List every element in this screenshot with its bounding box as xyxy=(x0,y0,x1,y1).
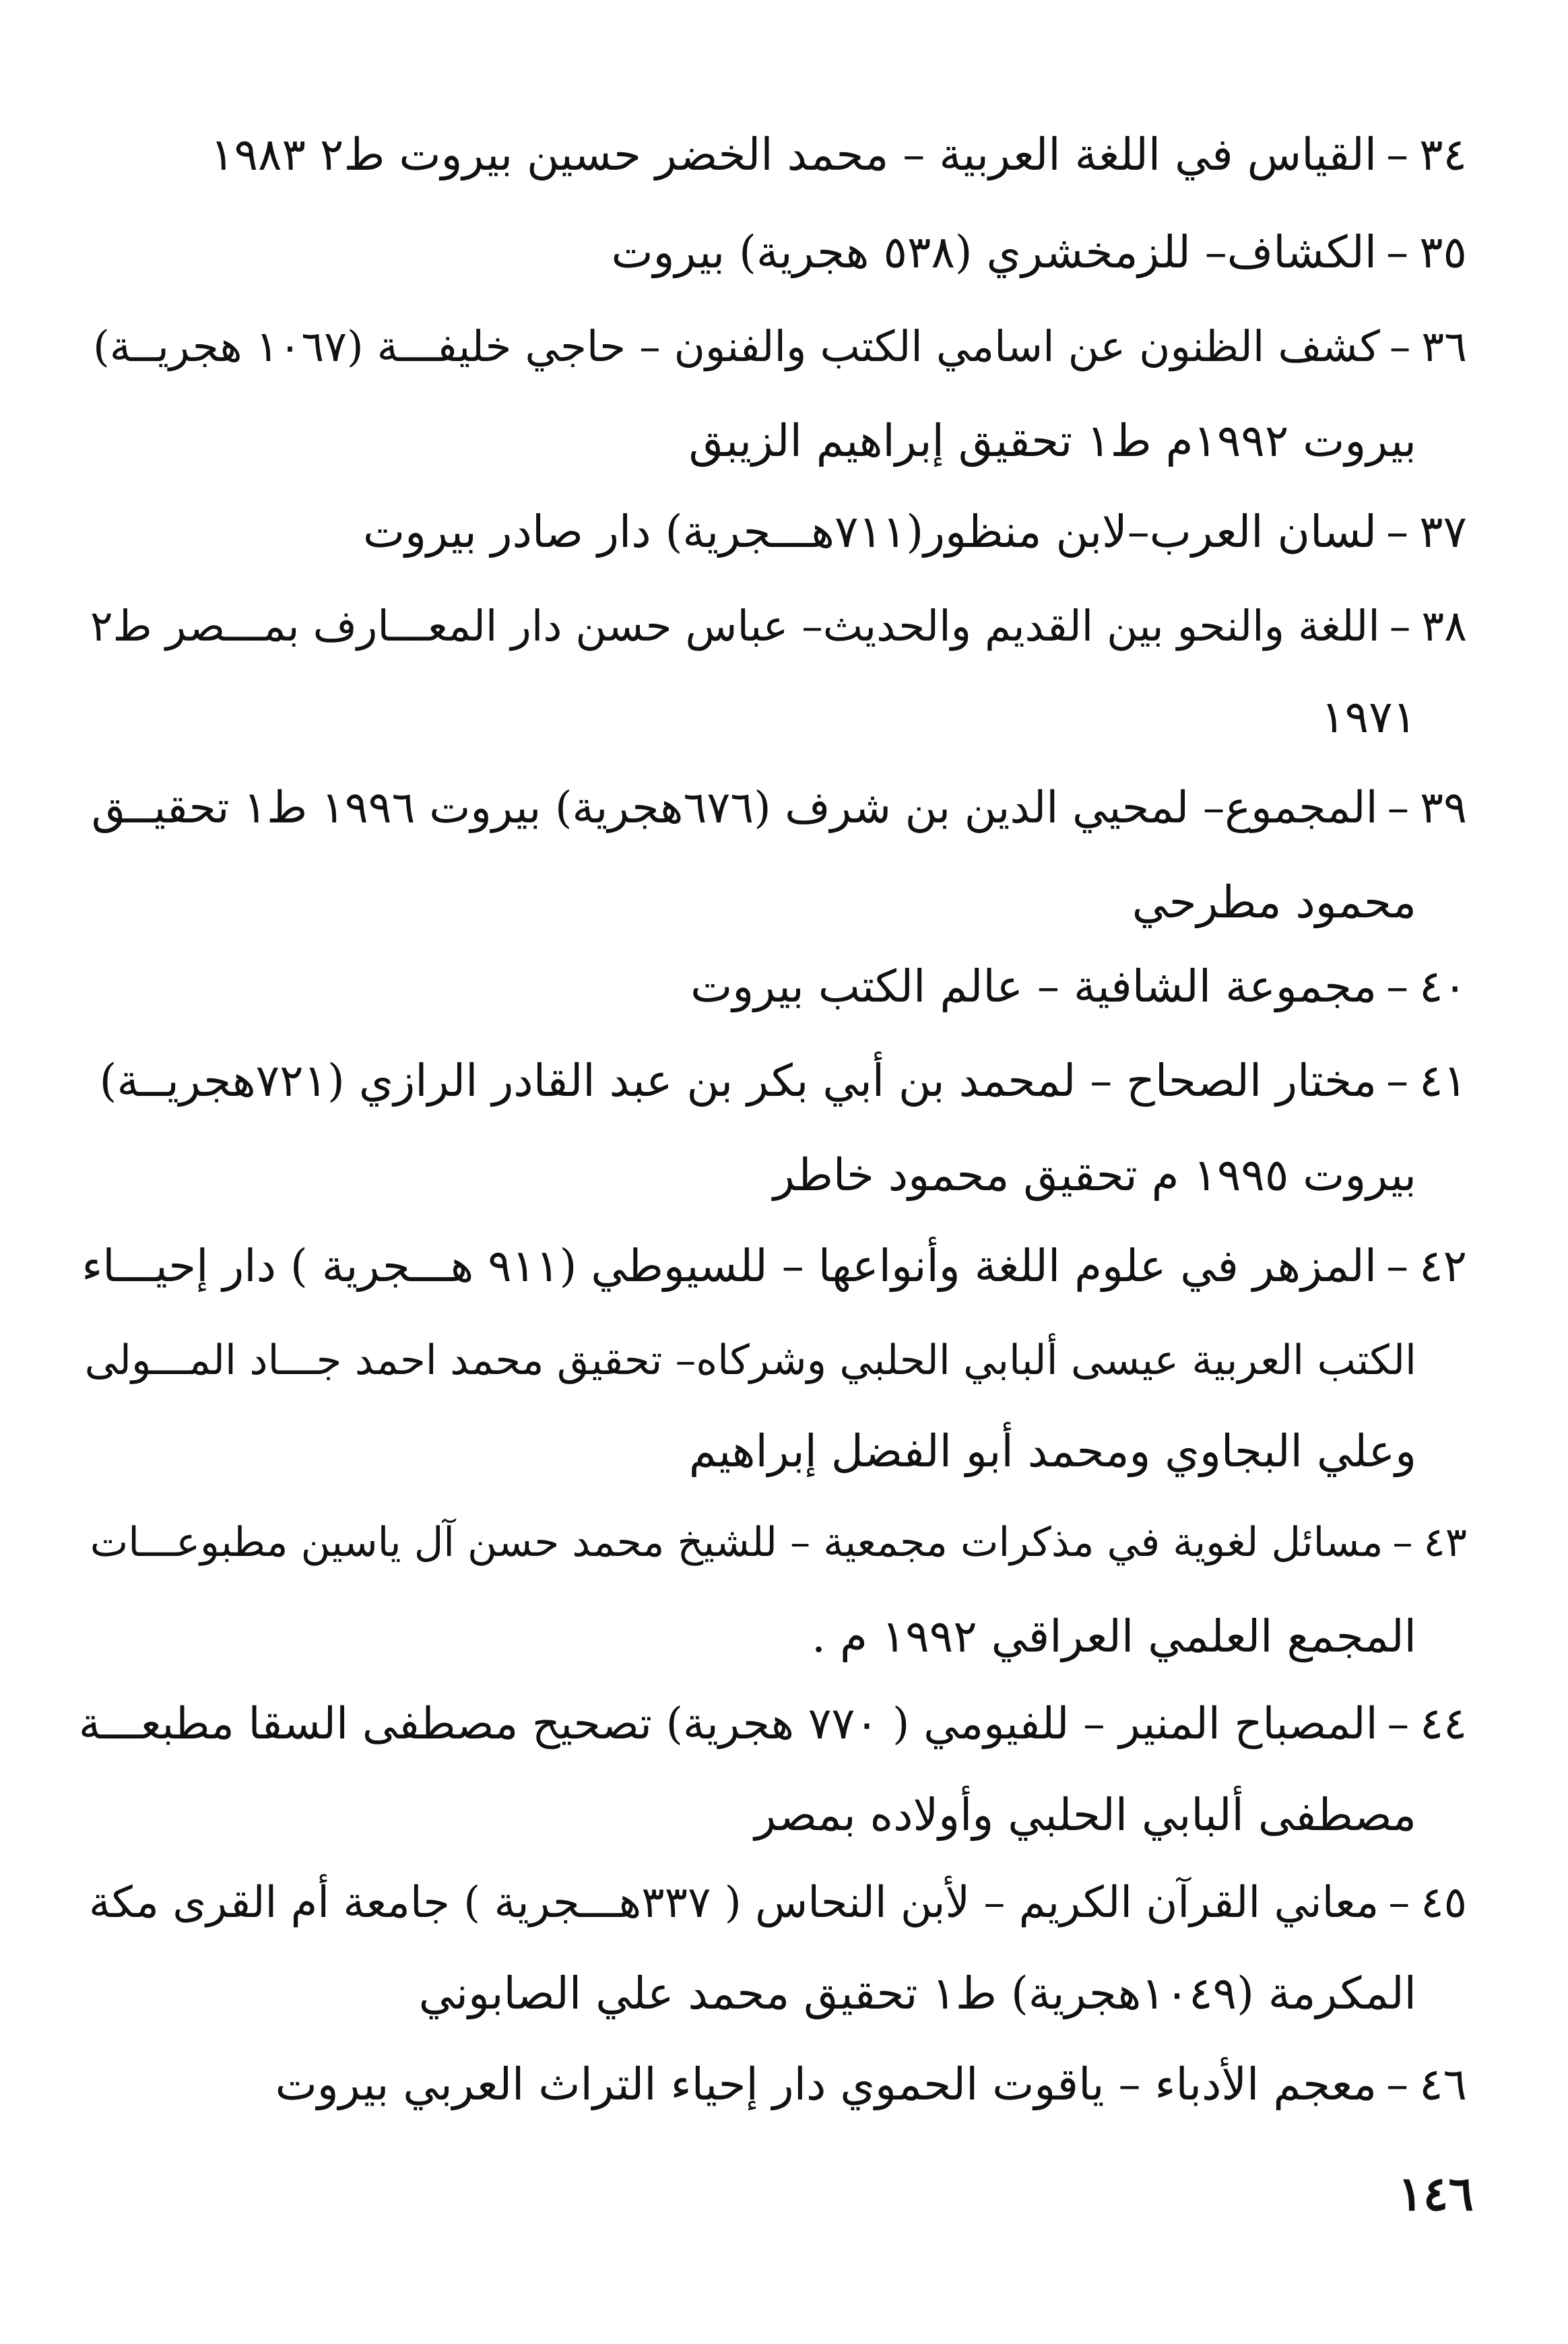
entry-45-line-2 xyxy=(419,1957,1416,2031)
entry-38-line-1: ٣٨–اللغة والنحو بين القديم والحديث– عباس حسن دار المعـــارف بمـــصر ط٢ xyxy=(90,589,1467,663)
entry-36-line-2 xyxy=(689,404,1416,478)
entry-number: ٣٦ xyxy=(1421,322,1467,371)
entry-41-line-1: ٤١–مختار الصحاح – لمحمد بن أبي بكر بن عبد القادر الرازي (٧٢١هجريــة) xyxy=(100,1044,1467,1118)
entry-44-line-2 xyxy=(754,1778,1416,1852)
entry-38-line-2 xyxy=(1321,680,1416,754)
entry-text: مختار الصحاح – لمحمد بن أبي بكر بن عبد القادر الرازي (٧٢١هجريــة) xyxy=(99,1055,1377,1107)
entry-text: معجم الأدباء – ياقوت الحموي دار إحياء التراث العربي بيروت xyxy=(275,2058,1377,2110)
entry-43-line-2 xyxy=(812,1600,1416,1674)
entry-number: ٣٩ xyxy=(1420,783,1467,833)
entry-number: ٣٥ xyxy=(1419,226,1467,278)
entry-number: ٣٤ xyxy=(1419,129,1467,181)
entry-text: اللغة والنحو بين القديم والحديث– عباس حسن دار المعـــارف بمـــصر ط٢ xyxy=(90,601,1380,651)
entry-number: ٤٣ xyxy=(1423,1519,1467,1566)
entry-text: المزهر في علوم اللغة وأنواعها – للسيوطي (٩١١ هـــجرية ) دار إحيـــاء xyxy=(81,1240,1377,1292)
entry-34-line-1: ٣٤–القياس في اللغة العربية – محمد الخضر حسين بيروت ط٢ ١٩٨٣ xyxy=(210,118,1467,192)
entry-number: ٣٧ xyxy=(1419,506,1467,558)
entry-44-line-1: ٤٤–المصباح المنير – للفيومي ( ٧٧٠ هجرية) تصحيح مصطفى السقا مطبعـــة xyxy=(79,1687,1467,1761)
entry-number: ٤١ xyxy=(1419,1055,1467,1107)
entry-number: ٤٠ xyxy=(1419,961,1467,1012)
entry-number: ٤٢ xyxy=(1419,1240,1467,1292)
entry-text: ١٩٧١ xyxy=(1321,691,1416,743)
page-number: ١٤٦ xyxy=(1398,2166,1474,2221)
entry-number: ٤٤ xyxy=(1420,1699,1467,1749)
entry-text: القياس في اللغة العربية – محمد الخضر حسين بيروت ط٢ ١٩٨٣ xyxy=(210,129,1377,181)
entry-text: مصطفى ألبابي الحلبي وأولاده بمصر xyxy=(754,1789,1416,1841)
entry-45-line-1: ٤٥–معاني القرآن الكريم – لأبن النحاس ( ٣٣٧هـــجرية ) جامعة أم القرى مكة xyxy=(89,1866,1467,1940)
entry-42-line-2 xyxy=(85,1324,1416,1398)
entry-text: لسان العرب–لابن منظور(٧١١هـــجرية) دار صادر بيروت xyxy=(362,506,1377,558)
entry-41-line-2 xyxy=(773,1138,1416,1212)
entry-text: بيروت ١٩٩٥ م تحقيق محمود خاطر xyxy=(773,1149,1416,1201)
entry-text: بيروت ١٩٩٢م ط١ تحقيق إبراهيم الزيبق xyxy=(688,415,1416,467)
entry-text: محمود مطرحي xyxy=(1132,876,1416,928)
entry-39-line-1: ٣٩–المجموع– لمحيي الدين بن شرف (٦٧٦هجرية) بيروت ١٩٩٦ ط١ تحقيــق xyxy=(92,771,1467,845)
entry-42-line-1: ٤٢–المزهر في علوم اللغة وأنواعها – للسيوطي (٩١١ هـــجرية ) دار إحيـــاء xyxy=(81,1229,1467,1303)
entry-number: ٤٦ xyxy=(1419,2058,1467,2110)
entry-46-line-1: ٤٦–معجم الأدباء – ياقوت الحموي دار إحياء التراث العربي بيروت xyxy=(275,2048,1467,2122)
entry-number: ٣٨ xyxy=(1421,601,1467,651)
entry-text: المجموع– لمحيي الدين بن شرف (٦٧٦هجرية) بيروت ١٩٩٦ ط١ تحقيــق xyxy=(91,783,1378,833)
entry-text: كشف الظنون عن اسامي الكتب والفنون – حاجي خليفـــة (١٠٦٧ هجريــة) xyxy=(93,322,1380,371)
entry-37-line-1: ٣٧–لسان العرب–لابن منظور(٧١١هـــجرية) دار صادر بيروت xyxy=(363,495,1467,569)
entry-43-line-1: ٤٣–مسائل لغوية في مذكرات مجمعية – للشيخ محمد حسن آل ياسين مطبوعـــات xyxy=(90,1505,1467,1580)
entry-text: مسائل لغوية في مذكرات مجمعية – للشيخ محمد حسن آل ياسين مطبوعـــات xyxy=(90,1519,1383,1566)
entry-text: المكرمة (١٠٤٩هجرية) ط١ تحقيق محمد علي الصابوني xyxy=(418,1967,1416,2019)
entry-text: الكشاف– للزمخشري (٥٣٨ هجرية) بيروت xyxy=(611,226,1377,278)
entry-40-line-1: ٤٠–مجموعة الشافية – عالم الكتب بيروت xyxy=(690,950,1467,1024)
entry-text: المصباح المنير – للفيومي ( ٧٧٠ هجرية) تصحيح مصطفى السقا مطبعـــة xyxy=(78,1699,1378,1749)
entry-text: معاني القرآن الكريم – لأبن النحاس ( ٣٣٧هـــجرية ) جامعة أم القرى مكة xyxy=(88,1878,1379,1928)
entry-text: مجموعة الشافية – عالم الكتب بيروت xyxy=(690,961,1377,1012)
entry-text: المجمع العلمي العراقي ١٩٩٢ م . xyxy=(812,1610,1416,1662)
entry-39-line-2 xyxy=(1132,866,1416,940)
entry-36-line-1: ٣٦–كشف الظنون عن اسامي الكتب والفنون – حاجي خليفـــة (١٠٦٧ هجريــة) xyxy=(93,310,1467,384)
entry-text: وعلي البجاوي ومحمد أبو الفضل إبراهيم xyxy=(688,1425,1416,1477)
entry-number: ٤٥ xyxy=(1420,1878,1467,1928)
entry-text: الكتب العربية عيسى ألبابي الحلبي وشركاه– تحقيق محمد احمد جـــاد المـــولى xyxy=(84,1336,1416,1384)
entry-35-line-1: ٣٥–الكشاف– للزمخشري (٥٣٨ هجرية) بيروت xyxy=(611,216,1467,290)
entry-42-line-3 xyxy=(689,1414,1416,1489)
